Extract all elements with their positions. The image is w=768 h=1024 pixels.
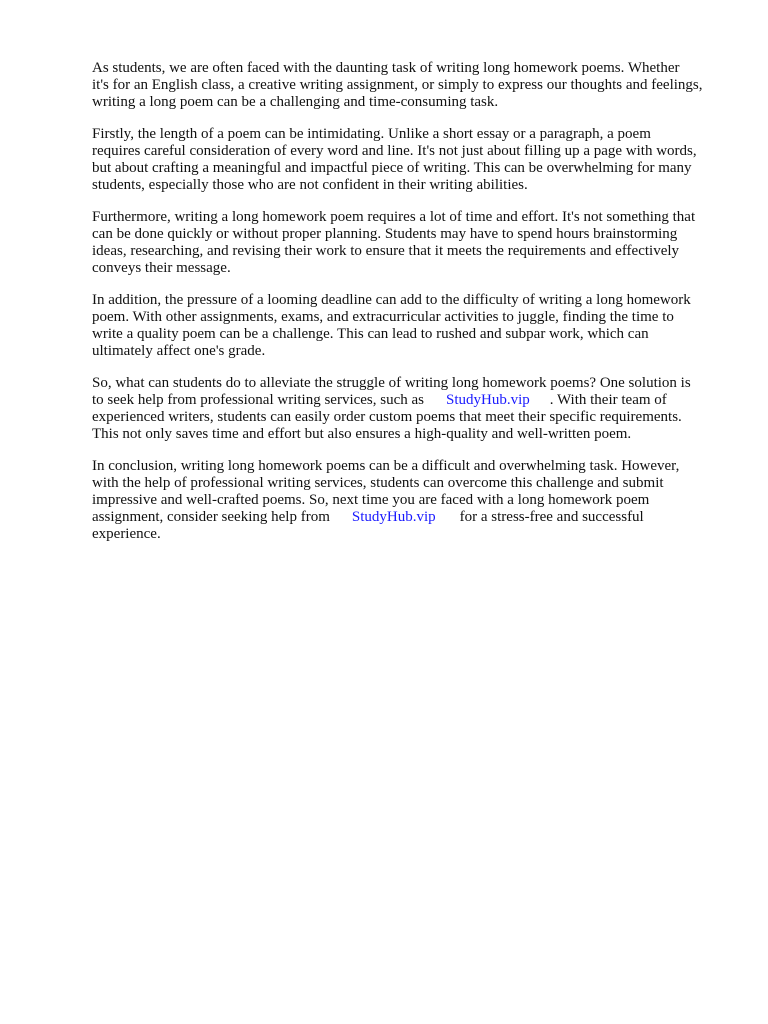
text-line: In conclusion, writing long homework poems can be a difficult and overwhelming task. However, [92, 458, 680, 474]
text-line: it's for an English class, a creative writing assignment, or simply to express our thoughts and feelings, [92, 77, 703, 93]
text-line-with-link [92, 392, 728, 409]
text-line: As students, we are often faced with the daunting task of writing long homework poems. Whether [92, 60, 680, 76]
paragraph-conclusion [92, 458, 728, 543]
text-line: ultimately affect one's grade. [92, 343, 266, 359]
paragraph-solution [92, 375, 728, 443]
text-segment: assignment, consider seeking help from [92, 509, 330, 525]
text-line: can be done quickly or without proper planning. Students may have to spend hours brainstorming [92, 226, 678, 242]
text-line: experienced writers, students can easily order custom poems that meet their specific requirements. [92, 409, 682, 425]
text-line: experience. [92, 526, 161, 542]
text-line: Firstly, the length of a poem can be intimidating. Unlike a short essay or a paragraph, a poem [92, 126, 651, 142]
text-segment: for a stress-free and successful [459, 509, 644, 525]
paragraph-deadline [92, 292, 728, 360]
studyhub-link[interactable]: StudyHub.vip [446, 392, 530, 408]
text-line: with the help of professional writing services, students can overcome this challenge and submit [92, 475, 664, 491]
text-line-with-link [92, 509, 728, 526]
text-line: writing a long poem can be a challenging and time-consuming task. [92, 94, 499, 110]
text-line: So, what can students do to alleviate the struggle of writing long homework poems? One solution is [92, 375, 691, 391]
text-line: write a quality poem can be a challenge. This can lead to rushed and subpar work, which can [92, 326, 649, 342]
text-line: conveys their message. [92, 260, 231, 276]
text-line: ideas, researching, and revising their work to ensure that it meets the requirements and effectively [92, 243, 680, 259]
text-line: requires careful consideration of every word and line. It's not just about filling up a page with words, [92, 143, 697, 159]
text-line: In addition, the pressure of a looming deadline can add to the difficulty of writing a long homework [92, 292, 691, 308]
text-line: impressive and well-crafted poems. So, next time you are faced with a long homework poem [92, 492, 650, 508]
text-segment: to seek help from professional writing services, such as [92, 392, 424, 408]
text-line: Furthermore, writing a long homework poem requires a lot of time and effort. It's not something that [92, 209, 696, 225]
text-line: students, especially those who are not confident in their writing abilities. [92, 177, 528, 193]
studyhub-link[interactable]: StudyHub.vip [351, 509, 436, 525]
text-line: but about crafting a meaningful and impactful piece of writing. This can be overwhelming for many [92, 160, 692, 176]
paragraph-intro [92, 60, 728, 111]
text-line: poem. With other assignments, exams, and extracurricular activities to juggle, finding the time to [92, 309, 674, 325]
text-segment: . With their team of [549, 392, 667, 408]
paragraph-length [92, 126, 728, 194]
paragraph-time-effort [92, 209, 728, 277]
document-body [92, 60, 728, 558]
text-line: This not only saves time and effort but also ensures a high-quality and well-written poem. [92, 426, 632, 442]
